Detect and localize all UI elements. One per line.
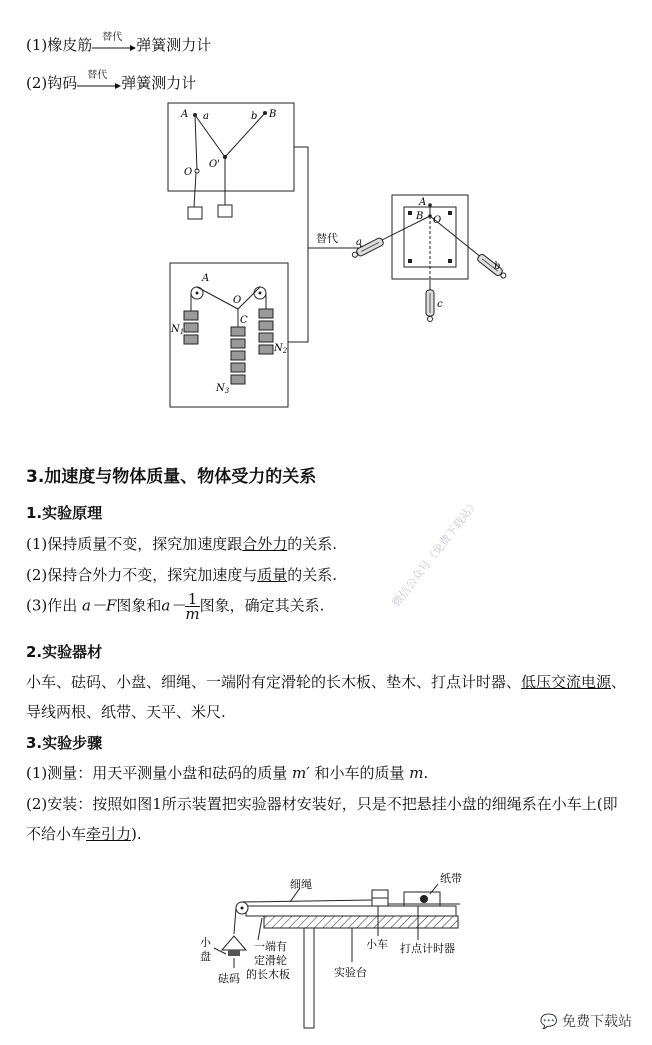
replace-arrow [77,70,121,93]
box1-B: B [269,109,277,120]
box3-c: c [437,299,443,310]
box1-O: O [184,167,193,178]
label-timer: 打点计时器 [400,942,455,955]
label-weights: 砝码 [218,972,240,985]
p2-underlined: 质量 [257,566,288,584]
box3-A: A [419,197,427,208]
line2-prefix: (2)钩码 [26,74,78,92]
replace-label: 替代 [316,232,338,245]
label-rope: 细绳 [290,878,312,891]
label-board-1: 一端有 [254,940,287,953]
brand-logo [540,1011,632,1031]
equip-after: 、 [611,673,627,691]
step1-text: (1)测量：用天平测量小盘和砝码的质量 [26,764,288,782]
p3-mid: 图象和 [116,596,162,615]
step2-text: 不给小车 [26,825,87,843]
p1-after: 的关系. [287,535,338,553]
p3-after: 图象，确定其关系. [199,596,325,615]
p3-expr2: a－ [161,596,186,615]
p3-frac-den: m [185,605,200,623]
step1-mid: 和小车的质量 [314,764,405,782]
section-heading: 3.加速度与物体质量、物体受力的关系 [26,467,317,487]
box2-C: C [240,315,248,326]
steps-title: 3.实验步骤 [26,734,103,752]
principle-3 [26,592,324,621]
step1-m: m [409,764,424,782]
step2-underlined: 牵引力 [86,825,132,843]
box2-A: A [202,273,210,284]
principle-2 [26,564,337,585]
p3-fraction [185,592,199,621]
p3-expr1: a－F [82,596,117,615]
equip-underlined: 低压交流电源 [521,673,612,691]
box1-b: b [251,111,258,122]
box2-N1: $N_1$ [171,324,185,336]
cart-apparatus-figure [0,860,652,1035]
line2-suffix: 弹簧测力计 [121,74,197,92]
label-tape: 纸带 [440,872,462,885]
principle-title: 1.实验原理 [26,504,103,522]
equipment-title: 2.实验器材 [26,643,103,661]
step1-after: . [423,764,429,782]
intro-line-2 [26,72,196,93]
equip-text: 小车、砝码、小盘、细绳、一端附有定滑轮的长木板、垫木、打点计时器、 [26,673,522,691]
intro-line-1 [26,34,211,55]
p3-text: (3)作出 [26,596,78,615]
p1-underlined: 合外力 [242,535,288,553]
box2-N2: $N_2$ [274,343,288,355]
box2-O: O [233,295,242,306]
p2-text: (2)保持合外力不变，探究加速度与 [26,566,258,584]
equipment-line-1 [26,671,626,692]
replace-word: 替代 [87,70,108,81]
step-2-line-1: (2)安装：按照如图1所示装置把实验器材安装好，只是不把悬挂小盘的细绳系在小车上(即 [26,795,618,813]
box3-a: a [356,237,362,248]
box3-b: b [494,261,501,272]
replace-word: 替代 [102,32,123,43]
p3-frac-num: 1 [185,592,199,607]
equipment-line-2: 导线两根、纸带、天平、米尺. [26,703,226,721]
label-board-3: 的长木板 [246,968,290,981]
step-2-line-2 [26,823,142,844]
logo-text: 免费下载站 [562,1014,632,1030]
force-replacement-figure [0,95,652,415]
principle-1 [26,533,337,554]
p1-text: (1)保持质量不变，探究加速度跟 [26,535,243,553]
step2-after: ). [131,825,142,843]
watermark-text: 微信公众号《免费下载站》 [389,497,482,610]
box3-B: B [416,211,424,222]
line1-prefix: (1)橡皮筋 [26,36,93,54]
replace-arrow [92,32,136,55]
p2-after: 的关系. [287,566,338,584]
label-pan-1: 小 [200,936,211,949]
label-cart: 小车 [366,938,388,951]
box1-a: a [203,111,209,122]
step1-m-prime: m′ [292,764,310,782]
box3-O: O [433,215,442,226]
box1-O-prime: O' [209,159,220,170]
label-board-2: 定滑轮 [254,954,287,967]
step-1 [26,762,428,783]
label-pan-2: 盘 [200,950,211,963]
label-table: 实验台 [334,966,367,979]
chat-bubble-icon: 💬 [540,1014,558,1030]
line1-suffix: 弹簧测力计 [136,36,212,54]
box1-A: A [181,109,189,120]
box2-N3: $N_3$ [216,383,230,395]
